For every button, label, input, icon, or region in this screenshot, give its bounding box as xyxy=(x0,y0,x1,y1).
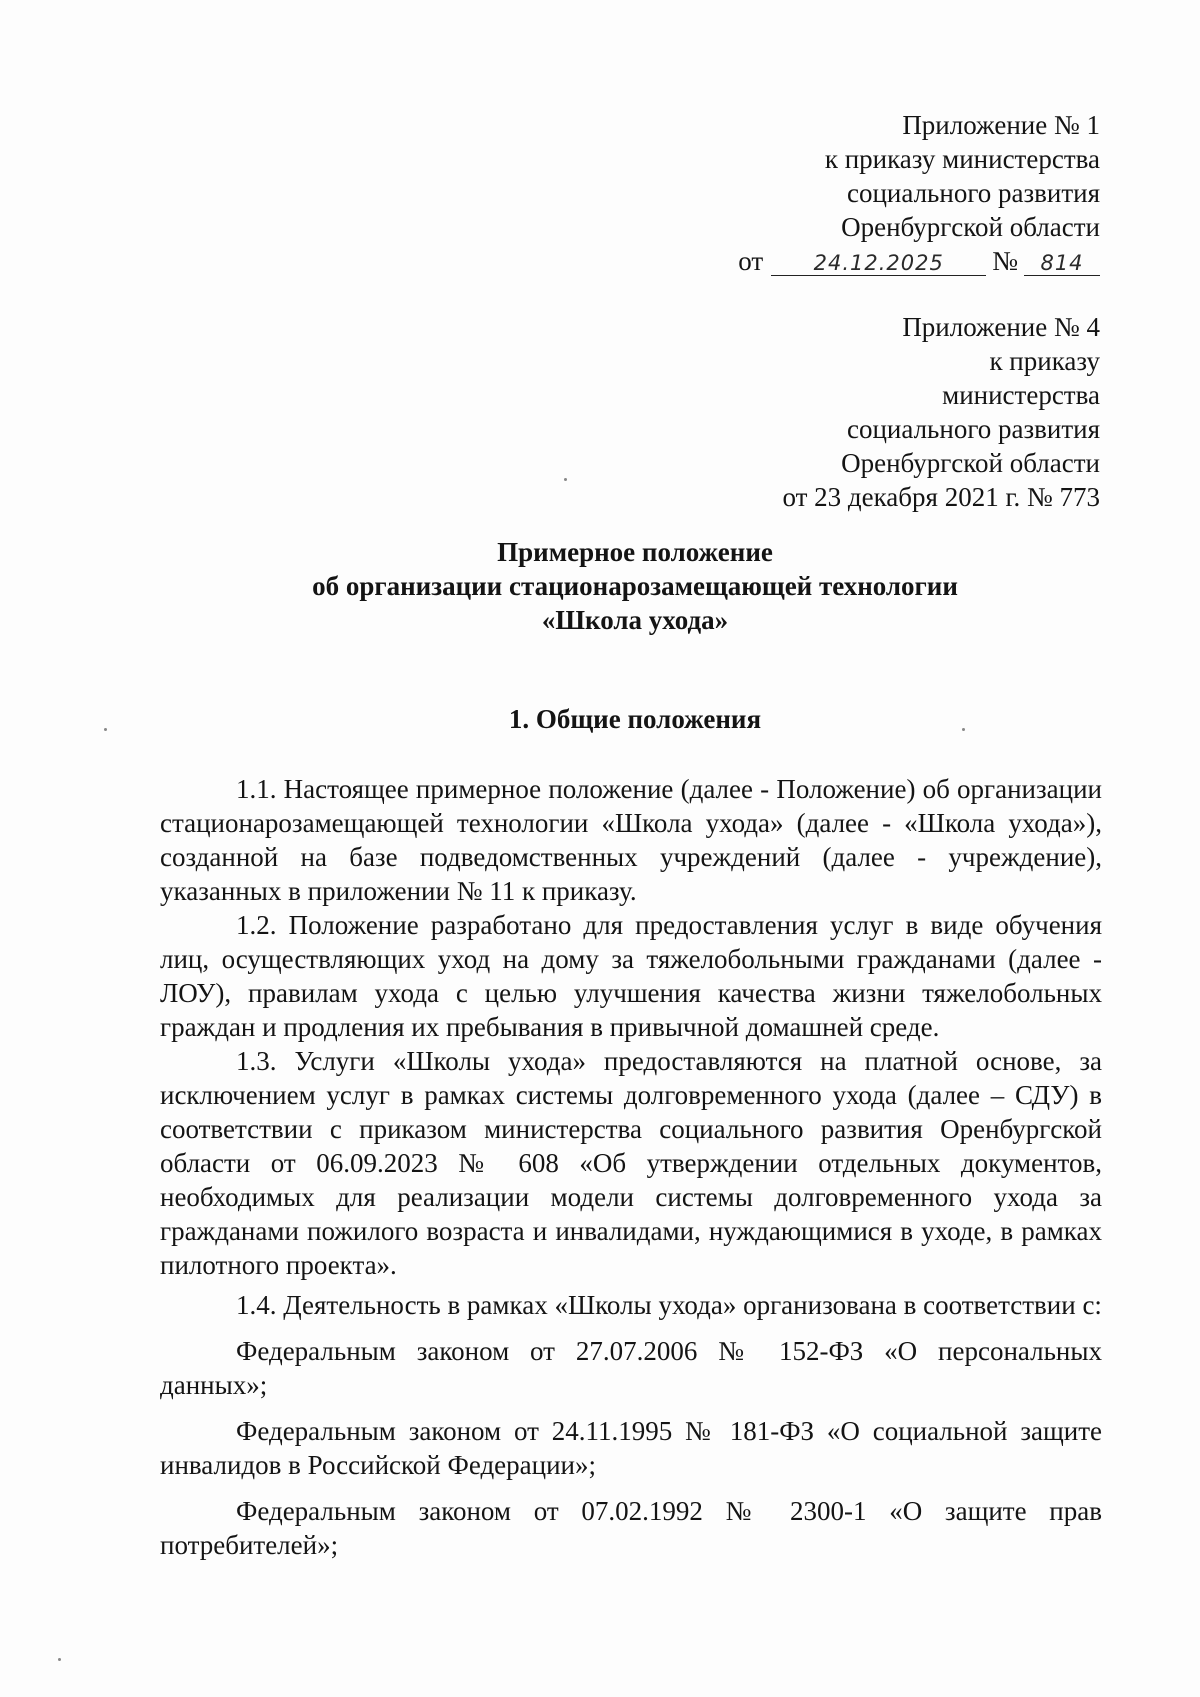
law-item-1: Федеральным законом от 27.07.2006 № 152-ФЗ «О персональных данных»; xyxy=(160,1336,1102,1400)
scan-speck xyxy=(962,728,965,731)
section-body xyxy=(160,772,1102,1562)
scan-speck xyxy=(58,1658,61,1661)
section-heading: 1. Общие положения xyxy=(508,704,762,734)
law-item-3: Федеральным законом от 07.02.1992 № 2300-1 «О защите прав потребителей»; xyxy=(160,1496,1102,1560)
appendix-4-line-5: Оренбургской области xyxy=(841,448,1100,478)
appendix-1-line-4: Оренбургской области xyxy=(841,212,1100,242)
appendix-4-line-3: министерства xyxy=(942,380,1100,410)
appendix-4-line-2: к приказу xyxy=(989,346,1100,376)
document-title xyxy=(0,535,1200,637)
scan-speck xyxy=(104,728,107,731)
paragraph-1-3: 1.3. Услуги «Школы ухода» предоставляются на платной основе, за исключением услуг в рамках системы долговременного ухода (далее – СДУ) в соответствии с приказом министерства социального развития Оренбургской области от 06.09.2023 № 608 «Об утверждении отдельных документов, необходимых для реализации модели системы долговременного ухода за гражданами пожилого возраста и инвалидами, нуждающимися в уходе, в рамках пилотного проекта». xyxy=(160,1046,1102,1280)
date-prefix: от xyxy=(738,246,764,276)
handwritten-number: 814 xyxy=(1024,251,1100,276)
appendix-1-header xyxy=(738,108,1100,278)
paragraph-1-4: 1.4. Деятельность в рамках «Школы ухода» организована в соответствии с: xyxy=(236,1290,1102,1320)
appendix-4-line-1: Приложение № 4 xyxy=(902,312,1100,342)
appendix-1-line-2: к приказу министерства xyxy=(824,144,1100,174)
paragraph-1-2: 1.2. Положение разработано для предоставления услуг в виде обучения лиц, осуществляющих уход на дому за тяжелобольными гражданами (далее - ЛОУ), правилам ухода с целью улучшения качества жизни тяжелобольных граждан и продления их пребывания в привычной домашней среде. xyxy=(160,910,1102,1042)
appendix-4-line-4: социального развития xyxy=(846,414,1100,444)
appendix-1-line-1: Приложение № 1 xyxy=(902,110,1100,140)
scan-speck xyxy=(564,478,567,481)
paragraph-1-1: 1.1. Настоящее примерное положение (далее - Положение) об организации стационарозамещающей технологии «Школа ухода» (далее - «Школа ухода»), созданной на базе подведомственных учреждений (далее - учреждение), указанных в приложении № 11 к приказу. xyxy=(160,774,1102,906)
appendix-1-date-line xyxy=(738,244,1100,278)
title-line-2: об организации стационарозамещающей технологии xyxy=(312,571,958,601)
law-item-2: Федеральным законом от 24.11.1995 № 181-ФЗ «О социальной защите инвалидов в Российской Федерации»; xyxy=(160,1416,1102,1480)
handwritten-date: 24.12.2025 xyxy=(771,251,986,276)
appendix-4-line-6: от 23 декабря 2021 г. № 773 xyxy=(782,482,1100,512)
appendix-4-header xyxy=(782,310,1100,514)
title-line-3: «Школа ухода» xyxy=(541,605,729,635)
appendix-1-line-3: социального развития xyxy=(846,178,1100,208)
title-line-1: Примерное положение xyxy=(497,537,773,567)
number-prefix: № xyxy=(992,246,1018,276)
